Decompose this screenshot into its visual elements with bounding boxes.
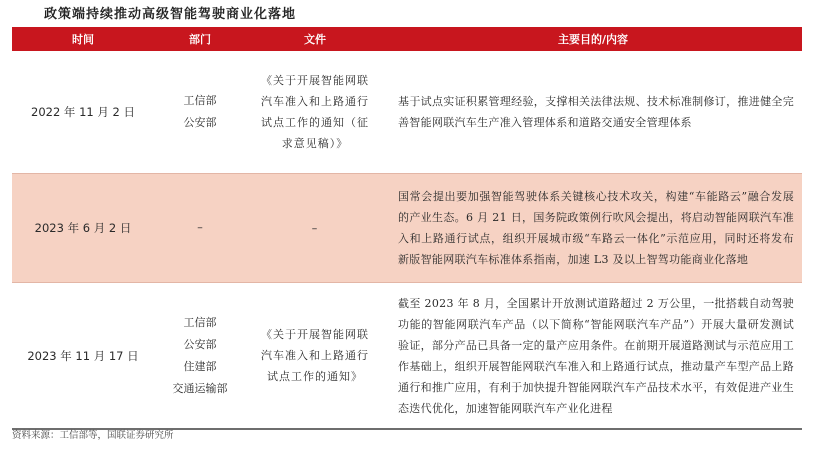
department-name: 工信部 [183,94,217,107]
department-name: 交通运输部 [172,381,228,395]
cell-file: – [246,174,384,283]
table-row [12,283,802,430]
table-row [12,174,802,283]
cell-time: 2022 年 11 月 2 日 [12,51,154,174]
cell-content: 截至 2023 年 8 月，全国累计开放测试道路超过 2 万公里，一批搭载自动驾驶功能的智能网联汽车产品（以下简称“智能网联汽车产品”）开展大量研发测试验证，部分产品已具备一定的量产应用条件。在前期开展道路测试与示范应用工作基础上，组织开展智能网联汽车准入和上路通行试点，推动量产车型产品上路通行和推广应用，有利于加快提升智能网联汽车产品技术水平，有效促进产业生态迭代优化，加速智能网联汽车产业化进程 [384,283,802,430]
cell-department [154,51,246,174]
department-name: 工信部 [183,315,217,329]
cell-time: 2023 年 6 月 2 日 [12,174,154,283]
policy-table [12,27,802,430]
table-title: 政策端持续推动高级智能驾驶商业化落地 [44,7,297,22]
cell-department [154,283,246,430]
cell-time: 2023 年 11 月 17 日 [12,283,154,430]
cell-content: 国常会提出要加强智能驾驶体系关键核心技术攻关，构建“车能路云”融合发展的产业生态。6 月 21 日，国务院政策例行吹风会提出，将启动智能网联汽车准入和上路通行试点，组织开展城市级“车路云一体化”示范应用，同时还将发布新版智能网联汽车标准体系指南，加速 L3 及以上智驾功能商业化落地 [384,174,802,283]
cell-file: 《关于开展智能网联汽车准入和上路通行试点工作的通知》 [246,283,384,430]
department-name: 公安部 [183,116,217,129]
header-content: 主要目的/内容 [384,27,802,51]
cell-content: 基于试点实证积累管理经验，支撑相关法律法规、技术标准制修订，推进健全完善智能网联汽车生产准入管理体系和道路交通安全管理体系 [384,51,802,174]
department-name: 住建部 [183,359,217,373]
department-name: 公安部 [183,337,217,351]
header-department: 部门 [154,27,246,51]
header-file: 文件 [246,27,384,51]
header-time: 时间 [12,27,154,51]
cell-department [154,174,246,283]
cell-file: 《关于开展智能网联汽车准入和上路通行试点工作的通知（征求意见稿）》 [246,51,384,174]
department-name: – [197,221,203,234]
table-header-row [12,27,802,51]
table-row [12,51,802,174]
source-note: 资料来源：工信部等，国联证券研究所 [12,430,174,441]
